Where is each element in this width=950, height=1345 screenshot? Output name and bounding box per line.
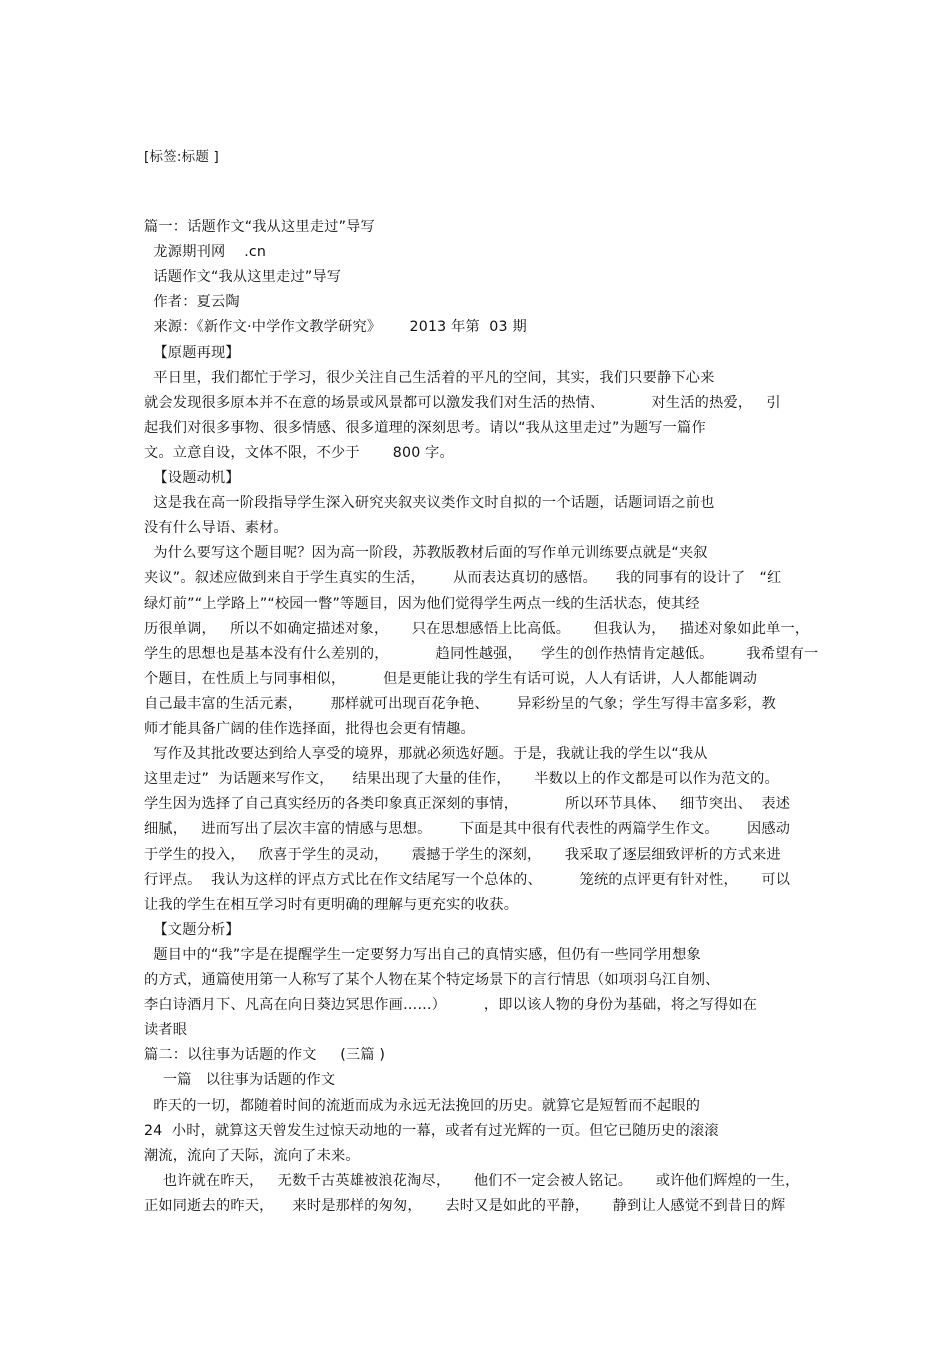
text-line: 来源：《新作文·中学作文教学研究》 2013 年第 03 期 xyxy=(144,319,527,336)
text-line: 文。立意自设，文体不限，不少于 800 字。 xyxy=(144,444,454,461)
text-line: 于学生的投入， 欣喜于学生的灵动， 震撼于学生的深刻， 我采取了逐层细致评析的方式来进 xyxy=(144,846,781,863)
text-line: 细腻， 进而写出了层次丰富的情感与思想。 下面是其中很有代表性的两篇学生作文。 因感动 xyxy=(144,821,791,838)
text-line: 平日里，我们都忙于学习，很少关注自己生活着的平凡的空间，其实，我们只要静下心来 xyxy=(144,369,715,386)
text-line: 的方式，通篇使用第一人称写了某个人物在某个特定场景下的言行情思（如项羽乌江自刎、 xyxy=(144,972,720,988)
text-line: 也许就在昨天， 无数千古英雄被浪花淘尽， 他们不一定会被人铭记。 或许他们辉煌的一生， xyxy=(144,1172,800,1189)
text-line: 学生因为选择了自己真实经历的各类印象真正深刻的事情， 所以环节具体、 细节突出、 表述 xyxy=(144,796,791,813)
text-line: 话题作文“我从这里走过”导写 xyxy=(144,269,342,286)
text-line: 这是我在高一阶段指导学生深入研究夹叙夹议类作文时自拟的一个话题，话题词语之前也 xyxy=(144,495,715,512)
text-line: 题目中的“我”字是在提醒学生一定要努力写出自己的真情实感，但仍有一些同学用想象 xyxy=(144,946,701,963)
text-line: 绿灯前”“上学路上”“校园一瞥”等题目，因为他们觉得学生两点一线的生活状态，使其经 xyxy=(144,595,700,612)
text-line: 历很单调， 所以不如确定描述对象， 只在思想感悟上比高低。 但我认为， 描述对象如此单一， xyxy=(144,620,810,637)
text-line: 龙源期刊网 .cn xyxy=(144,244,267,261)
text-line: 没有什么导语、素材。 xyxy=(144,520,288,537)
text-line: 24 小时，就算这天曾发生过惊天动地的一幕，或者有过光辉的一页。但它已随历史的滚滚 xyxy=(144,1122,719,1139)
text-line: 作者：夏云陶 xyxy=(144,294,240,311)
text-line: 【文题分析】 xyxy=(144,921,240,938)
text-line: 【原题再现】 xyxy=(144,344,240,361)
text-line: 起我们对很多事物、很多情感、很多道理的深刻思考。请以“我从这里走过”为题写一篇作 xyxy=(144,419,706,436)
text-line: 昨天的一切，都随着时间的流逝而成为永远无法挽回的历史。就算它是短暂而不起眼的 xyxy=(144,1097,701,1114)
text-line: 自己最丰富的生活元素， 那样就可出现百花争艳、 异彩纷呈的气象；学生写得丰富多彩，教 xyxy=(144,695,777,712)
text-line: 潮流，流向了天际，流向了未来。 xyxy=(144,1147,360,1164)
text-line: 就会发现很多原本并不在意的场景或风景都可以激发我们对生活的热情、 对生活的热爱， 引 xyxy=(144,394,781,411)
text-line: 篇二：以往事为话题的作文 (三篇 ) xyxy=(144,1047,386,1064)
text-line: 行评点。 我认为这样的评点方式比在作文结尾写一个总体的、 笼统的点评更有针对性， 可以 xyxy=(144,871,791,888)
text-line: 学生的思想也是基本没有什么差别的， 趋同性越强， 学生的创作热情肯定越低。 我希望有一 xyxy=(144,645,819,662)
text-line: 一篇 以往事为话题的作文 xyxy=(144,1072,336,1089)
tag-line: [标签:标题 ] xyxy=(144,149,219,165)
text-line: 为什么要写这个题目呢？因为高一阶段，苏教版教材后面的写作单元训练要点就是“夹叙 xyxy=(144,545,708,562)
text-line: 读者眼 xyxy=(144,1022,188,1039)
text-line: 夹议”。叙述应做到来自于学生真实的生活， 从而表达真切的感悟。 我的同事有的设计了 “红 xyxy=(144,570,782,587)
text-line: 师才能具备广阔的佳作选择面，批得也会更有情趣。 xyxy=(144,721,475,737)
text-line: 让我的学生在相互学习时有更明确的理解与更充实的收获。 xyxy=(144,896,519,913)
text-line: 正如同逝去的昨天， 来时是那样的匆匆， 去时又是如此的平静， 静到让人感觉不到昔日的辉 xyxy=(144,1197,786,1214)
text-line: 个题目，在性质上与同事相似， 但是更能让我的学生有话可说，人人有话讲，人人都能调动 xyxy=(144,670,758,687)
text-line: 篇一：话题作文“我从这里走过”导写 xyxy=(144,219,375,235)
text-line: 李白诗酒月下、凡高在向日葵边冥思作画……） ，即以该人物的身份为基础，将之写得如在 xyxy=(144,997,758,1014)
text-line: 写作及其批改要达到给人享受的境界，那就必须选好题。于是，我就让我的学生以“我从 xyxy=(144,746,708,763)
text-line: 【设题动机】 xyxy=(144,470,240,486)
text-line: 这里走过” 为话题来写作文， 结果出现了大量的佳作， 半数以上的作文都是可以作为范文的。 xyxy=(144,771,779,788)
